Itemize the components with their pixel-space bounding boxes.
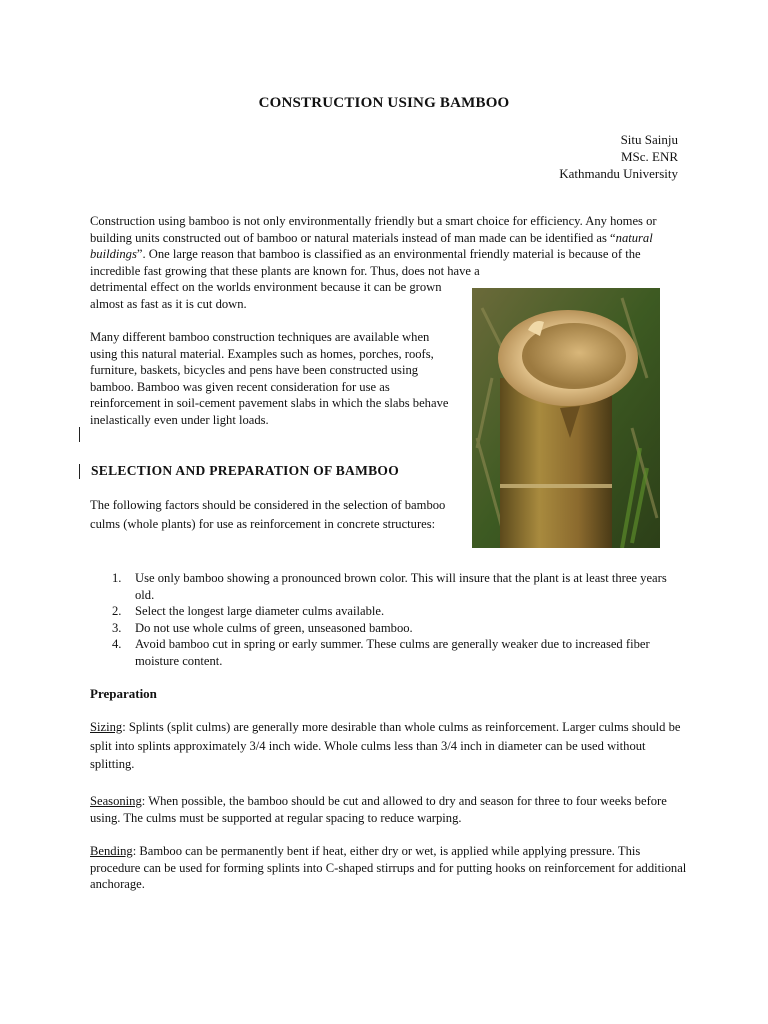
list-item — [90, 603, 680, 620]
author-institution: Kathmandu University — [559, 166, 678, 181]
author-block — [559, 131, 678, 182]
list-item-number: 3. — [112, 620, 122, 635]
list-item-text: Do not use whole culms of green, unseasoned bamboo. — [135, 620, 413, 635]
selection-intro-paragraph: The following factors should be considered in the selection of bamboo culms (whole plants) for use as reinforcement in concrete structures: — [90, 498, 446, 531]
text-cursor-mark — [79, 464, 80, 479]
bending-paragraph — [90, 843, 690, 893]
intro-text-end: ”. One large reason that bamboo is classified as an environmental friendly material is because of the incredible fast growing that these plants are known for. Thus, does not have a — [90, 247, 641, 278]
author-degree: MSc. ENR — [620, 149, 678, 164]
list-item-text: Select the longest large diameter culms available. — [135, 604, 385, 618]
bamboo-photo — [472, 288, 660, 548]
text-cursor-mark — [79, 427, 80, 442]
selection-factors-list — [90, 570, 680, 669]
list-item — [90, 570, 680, 603]
list-item-number: 1. — [112, 571, 122, 585]
list-item — [90, 620, 680, 637]
intro-paragraph-continued: detrimental effect on the worlds environment because it can be grown almost as fast as it is cut down. — [90, 280, 442, 311]
sizing-paragraph — [90, 718, 690, 774]
techniques-paragraph: Many different bamboo construction techniques are available when using this natural material. Examples such as homes, porches, roofs, furniture, baskets, bicycles and pens have been constructed using bamboo. Bamboo was given recent consideration for use as reinforcement in soil-cement pavement slabs in which the slabs behave inelastically even under light loads. — [90, 330, 449, 427]
list-item-text: Avoid bamboo cut in spring or early summer. These culms are generally weaker due to increased fiber moisture content. — [135, 637, 650, 668]
seasoning-label: Seasoning — [90, 794, 142, 808]
list-item-number: 2. — [112, 604, 122, 618]
list-item-number: 4. — [112, 637, 122, 651]
seasoning-paragraph — [90, 793, 690, 826]
seasoning-text: : When possible, the bamboo should be cut and allowed to dry and season for three to four weeks before using. The culms must be supported at regular spacing to reduce warping. — [90, 794, 667, 825]
intro-paragraph — [90, 213, 680, 279]
list-item — [90, 636, 680, 669]
document-title: CONSTRUCTION USING BAMBOO — [258, 95, 510, 111]
intro-italic-term: natural buildings — [90, 230, 653, 261]
list-item-text: Use only bamboo showing a pronounced brown color. This will insure that the plant is at least three years old. — [135, 571, 667, 602]
preparation-heading: Preparation — [90, 686, 157, 701]
bending-label: Bending — [90, 844, 133, 858]
author-name: Situ Sainju — [620, 132, 678, 147]
sizing-text: : Splints (split culms) are generally more desirable than whole culms as reinforcement. Larger culms should be split into splints approximately 3/4 inch wide. Whole culms less than 3/4 inch in diameter can be used without splitting. — [90, 720, 681, 771]
sizing-label: Sizing — [90, 720, 123, 734]
bending-text: : Bamboo can be permanently bent if heat, either dry or wet, is applied while applying pressure. This procedure can be used for forming splints into C-shaped stirrups and for putting hooks on reinforcement for additional anchorage. — [90, 844, 687, 891]
intro-text-start: Construction using bamboo is not only environmentally friendly but a smart choice for efficiency. Any homes or building units constructed out of bamboo or natural materials instead of man made can be identified as “ — [90, 214, 657, 245]
section-heading-selection: SELECTION AND PREPARATION OF BAMBOO — [91, 463, 400, 478]
